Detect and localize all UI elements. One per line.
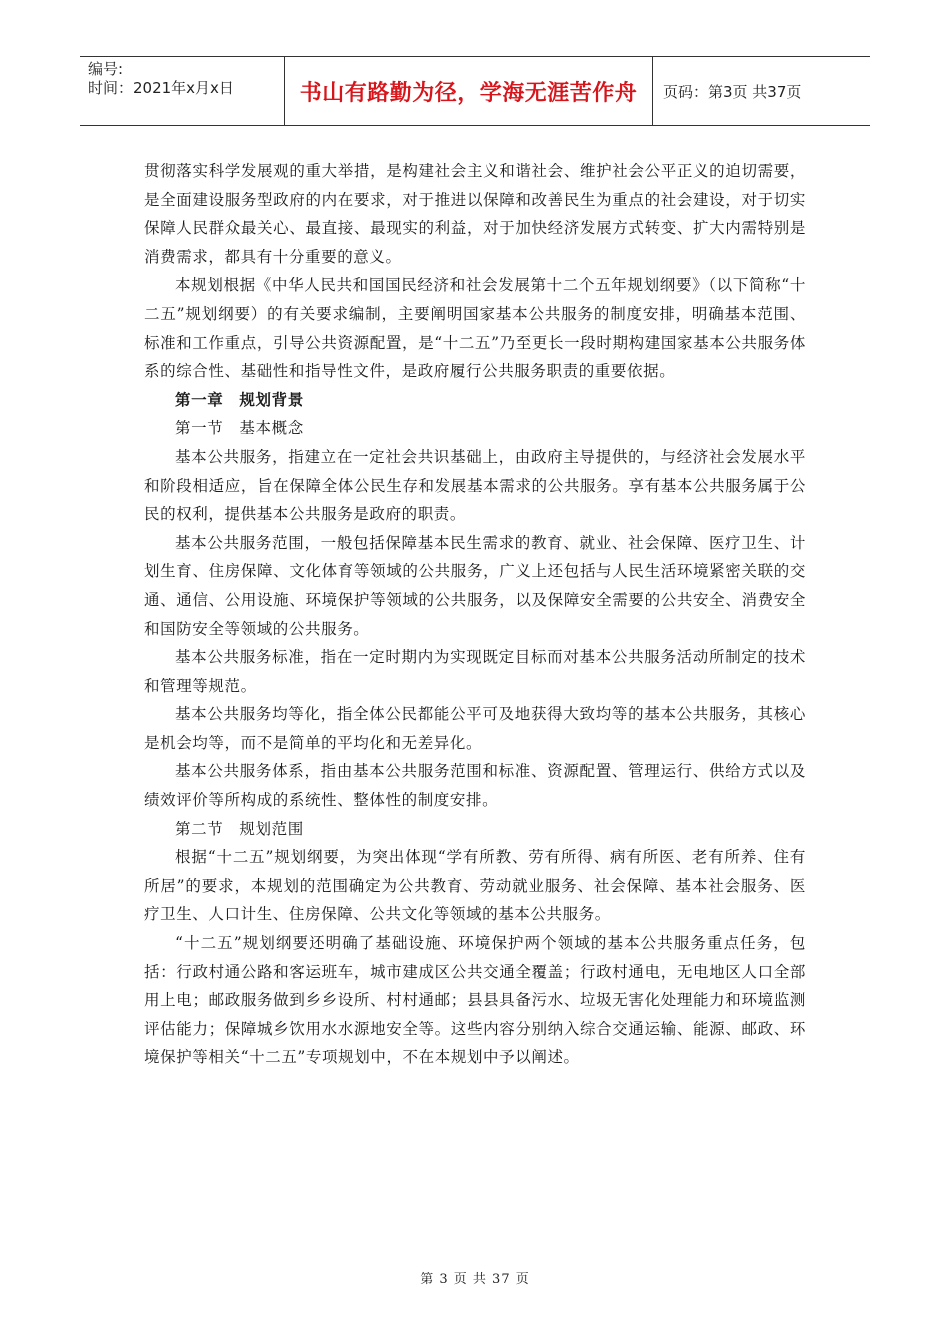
paragraph: 贯彻落实科学发展观的重大举措，是构建社会主义和谐社会、维护社会公平正义的迫切需要，是全面建设服务型政府的内在要求，对于推进以保障和改善民生为重点的社会建设，对于切实保障人民群众最关心、最直接、最现实的利益，对于加快经济发展方式转变、扩大内需特别是消费需求，都具有十分重要的意义。 [144,162,806,266]
header-motto-cell [285,57,653,125]
section-heading: 第二节 规划范围 [175,819,304,838]
document-number-label: 编号: [88,60,124,78]
paragraph: 基本公共服务标准，指在一定时期内为实现既定目标而对基本公共服务活动所制定的技术和管理等规范。 [144,648,806,695]
paragraph: 基本公共服务范围，一般包括保障基本民生需求的教育、就业、社会保障、医疗卫生、计划生育、住房保障、文化体育等领域的公共服务，广义上还包括与人民生活环境紧密关联的交通、通信、公用设施、环境保护等领域的公共服务，以及保障安全需要的公共安全、消费安全和国防安全等领域的公共服务。 [144,533,806,638]
paragraph: “十二五”规划纲要还明确了基础设施、环境保护两个领域的基本公共服务重点任务，包括：行政村通公路和客运班车，城市建成区公共交通全覆盖；行政村通电，无电地区人口全部用上电；邮政服务做到乡乡设所、村村通邮；县县具备污水、垃圾无害化处理能力和环境监测评估能力；保障城乡饮用水水源地安全等。这些内容分别纳入综合交通运输、能源、邮政、环境保护等相关“十二五”专项规划中，不在本规划中予以阐述。 [144,934,806,1067]
header-meta [80,57,285,125]
header-motto: 书山有路勤为径，学海无涯苦作舟 [299,80,638,106]
header-page-code-cell [653,57,870,125]
paragraph: 基本公共服务，指建立在一定社会共识基础上，由政府主导提供的，与经济社会发展水平和阶段相适应，旨在保障全体公民生存和发展基本需求的公共服务。享有基本公共服务属于公民的权利，提供基本公共服务是政府的职责。 [144,447,806,524]
paragraph: 本规划根据《中华人民共和国国民经济和社会发展第十二个五年规划纲要》（以下简称“十二五”规划纲要）的有关要求编制，主要阐明国家基本公共服务的制度安排，明确基本范围、标准和工作重点，引导公共资源配置，是“十二五”乃至更长一段时期构建国家基本公共服务体系的综合性、基础性和指导性文件，是政府履行公共服务职责的重要依据。 [144,276,806,381]
paragraph: 基本公共服务均等化，指全体公民都能公平可及地获得大致均等的基本公共服务，其核心是机会均等，而不是简单的平均化和无差异化。 [144,705,806,752]
page-header [80,56,870,126]
paragraph: 根据“十二五”规划纲要，为突出体现“学有所教、劳有所得、病有所医、老有所养、住有所居”的要求，本规划的范围确定为公共教育、劳动就业服务、社会保障、基本社会服务、医疗卫生、人口计生、住房保障、公共文化等领域的基本公共服务。 [144,848,806,924]
section-heading: 第一节 基本概念 [175,419,304,438]
chapter-heading: 第一章 规划背景 [175,389,304,409]
paragraph: 基本公共服务体系，指由基本公共服务范围和标准、资源配置、管理运行、供给方式以及绩效评价等所构成的系统性、整体性的制度安排。 [144,762,806,810]
header-page-code: 页码：第3页 共37页 [663,82,802,101]
page-footer: 第 3 页 共 37 页 [420,1272,530,1287]
document-time-label: 时间：2021年x月x日 [88,79,234,97]
document-body [144,157,806,1072]
